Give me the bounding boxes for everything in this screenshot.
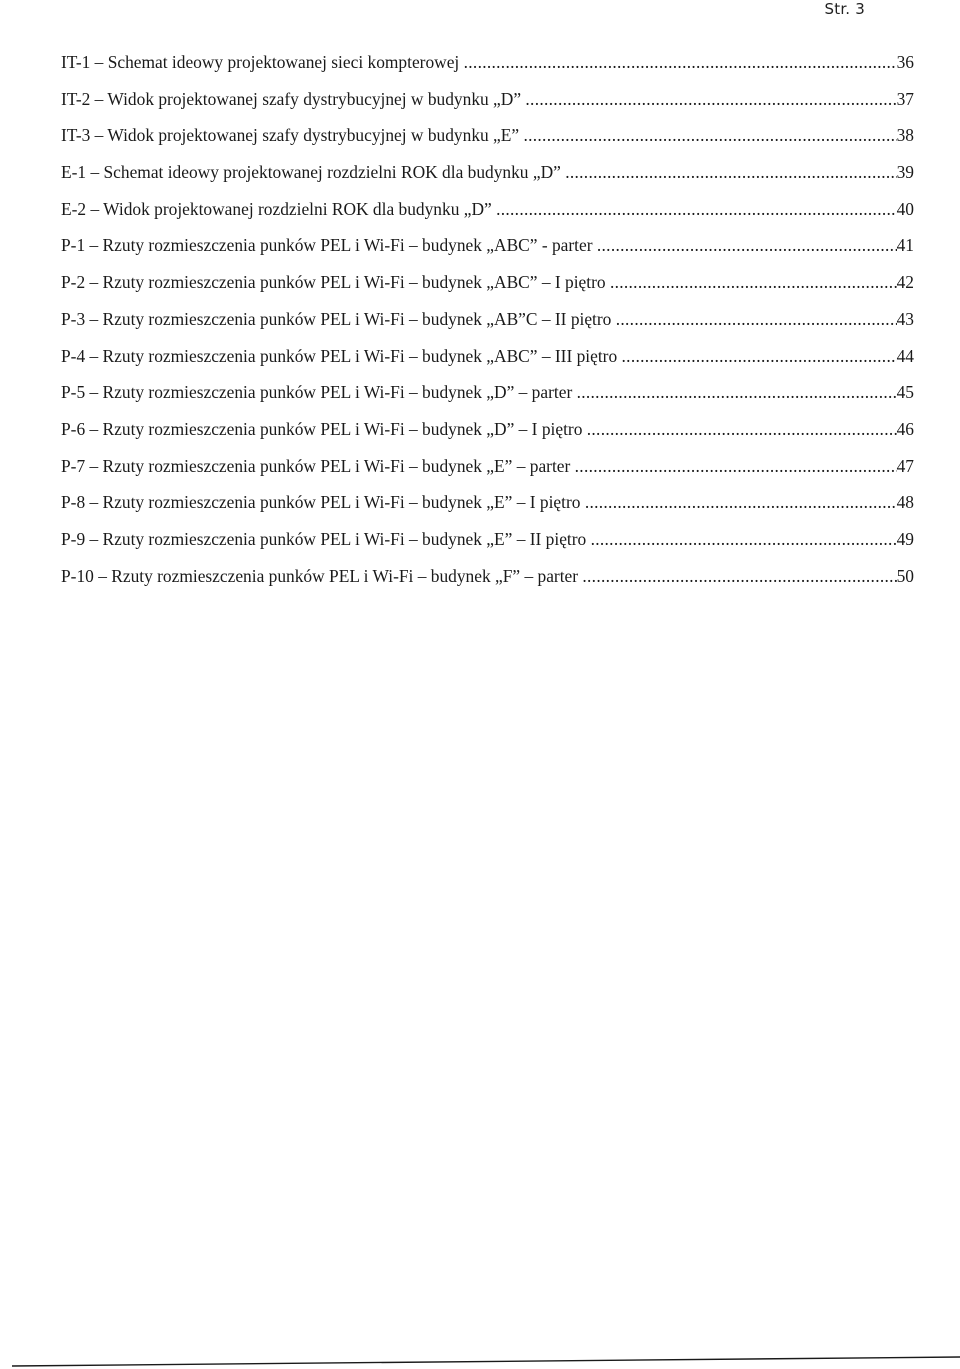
toc-entry-title: IT-1 – Schemat ideowy projektowanej sieci kompterowej (61, 52, 464, 72)
dot-leader (587, 419, 897, 439)
toc-entry-p-7[interactable] (61, 456, 914, 493)
footer-rule (12, 1356, 960, 1369)
toc-entry-p-5[interactable] (61, 382, 914, 419)
dot-leader (616, 309, 897, 329)
toc-entry-p-4[interactable] (61, 346, 914, 383)
toc-entry-title: P-4 – Rzuty rozmieszczenia punków PEL i Wi-Fi – budynek „ABC” – III piętro (61, 345, 622, 366)
toc-entry-page: 40 (896, 198, 914, 219)
toc-entry-page: 48 (896, 492, 914, 513)
dot-leader (565, 162, 896, 182)
toc-entry-title: P-9 – Rzuty rozmieszczenia punków PEL i Wi-Fi – budynek „E” – II piętro (61, 528, 591, 549)
dot-leader (622, 346, 897, 366)
toc-entry-p-9[interactable] (61, 529, 914, 566)
toc-entry-title: E-1 – Schemat ideowy projektowanej rozdzielni ROK dla budynku „D” (61, 162, 566, 183)
dot-leader (585, 492, 897, 512)
toc-entry-page: 47 (896, 455, 914, 476)
page-number: Str. 3 (824, 0, 865, 18)
toc-entry-p-3[interactable] (61, 309, 914, 346)
dot-leader (496, 199, 897, 219)
toc-entry-p-6[interactable] (61, 419, 914, 456)
toc-entry-title: P-3 – Rzuty rozmieszczenia punków PEL i Wi-Fi – budynek „AB”C – II piętro (61, 308, 616, 329)
toc-entry-it-1[interactable] (61, 52, 914, 89)
toc-entry-page: 37 (896, 88, 914, 109)
toc-entry-p-2[interactable] (61, 272, 914, 309)
dot-leader (577, 382, 897, 402)
toc-entry-e-1[interactable] (61, 162, 914, 199)
toc-entry-page: 43 (896, 308, 914, 329)
toc-entry-title: P-2 – Rzuty rozmieszczenia punków PEL i Wi-Fi – budynek „ABC” – I piętro (61, 272, 610, 293)
toc-entry-it-2[interactable] (61, 89, 914, 126)
dot-leader (575, 456, 897, 476)
toc-entry-p-1[interactable] (61, 235, 914, 272)
toc-entry-title: IT-3 – Widok projektowanej szafy dystrybucyjnej w budynku „E” (61, 125, 524, 146)
toc-entry-title: IT-2 – Widok projektowanej szafy dystrybucyjnej w budynku „D” (61, 88, 526, 109)
toc-entry-p-10[interactable] (61, 566, 914, 603)
dot-leader (523, 125, 896, 145)
dot-leader (597, 235, 897, 255)
toc-entry-page: 50 (896, 565, 914, 586)
toc-entry-title: P-5 – Rzuty rozmieszczenia punków PEL i Wi-Fi – budynek „D” – parter (61, 382, 577, 403)
toc-entry-it-3[interactable] (61, 125, 914, 162)
toc-entry-title: P-10 – Rzuty rozmieszczenia punków PEL i Wi-Fi – budynek „F” – parter (61, 565, 583, 586)
toc-entry-title: P-8 – Rzuty rozmieszczenia punków PEL i Wi-Fi – budynek „E” – I piętro (61, 492, 585, 513)
toc-entry-page: 36 (896, 52, 914, 72)
dot-leader (591, 529, 897, 549)
toc-entry-page: 44 (896, 345, 914, 366)
dot-leader (464, 52, 897, 72)
toc-entry-title: P-7 – Rzuty rozmieszczenia punków PEL i Wi-Fi – budynek „E” – parter (61, 455, 575, 476)
toc-entry-page: 39 (896, 162, 914, 183)
toc-entry-title: P-1 – Rzuty rozmieszczenia punków PEL i Wi-Fi – budynek „ABC” - parter (61, 235, 597, 256)
table-of-contents (61, 52, 914, 602)
toc-entry-title: E-2 – Widok projektowanej rozdzielni ROK dla budynku „D” (61, 198, 497, 219)
dot-leader (525, 89, 896, 109)
toc-entry-page: 45 (896, 382, 914, 403)
dot-leader (582, 566, 896, 586)
toc-entry-p-8[interactable] (61, 492, 914, 529)
toc-entry-page: 46 (896, 418, 914, 439)
toc-entry-page: 41 (896, 235, 914, 256)
dot-leader (610, 272, 897, 292)
toc-entry-page: 49 (896, 528, 914, 549)
toc-entry-e-2[interactable] (61, 199, 914, 236)
toc-entry-title: P-6 – Rzuty rozmieszczenia punków PEL i Wi-Fi – budynek „D” – I piętro (61, 418, 587, 439)
toc-entry-page: 42 (896, 272, 914, 293)
toc-entry-page: 38 (896, 125, 914, 146)
